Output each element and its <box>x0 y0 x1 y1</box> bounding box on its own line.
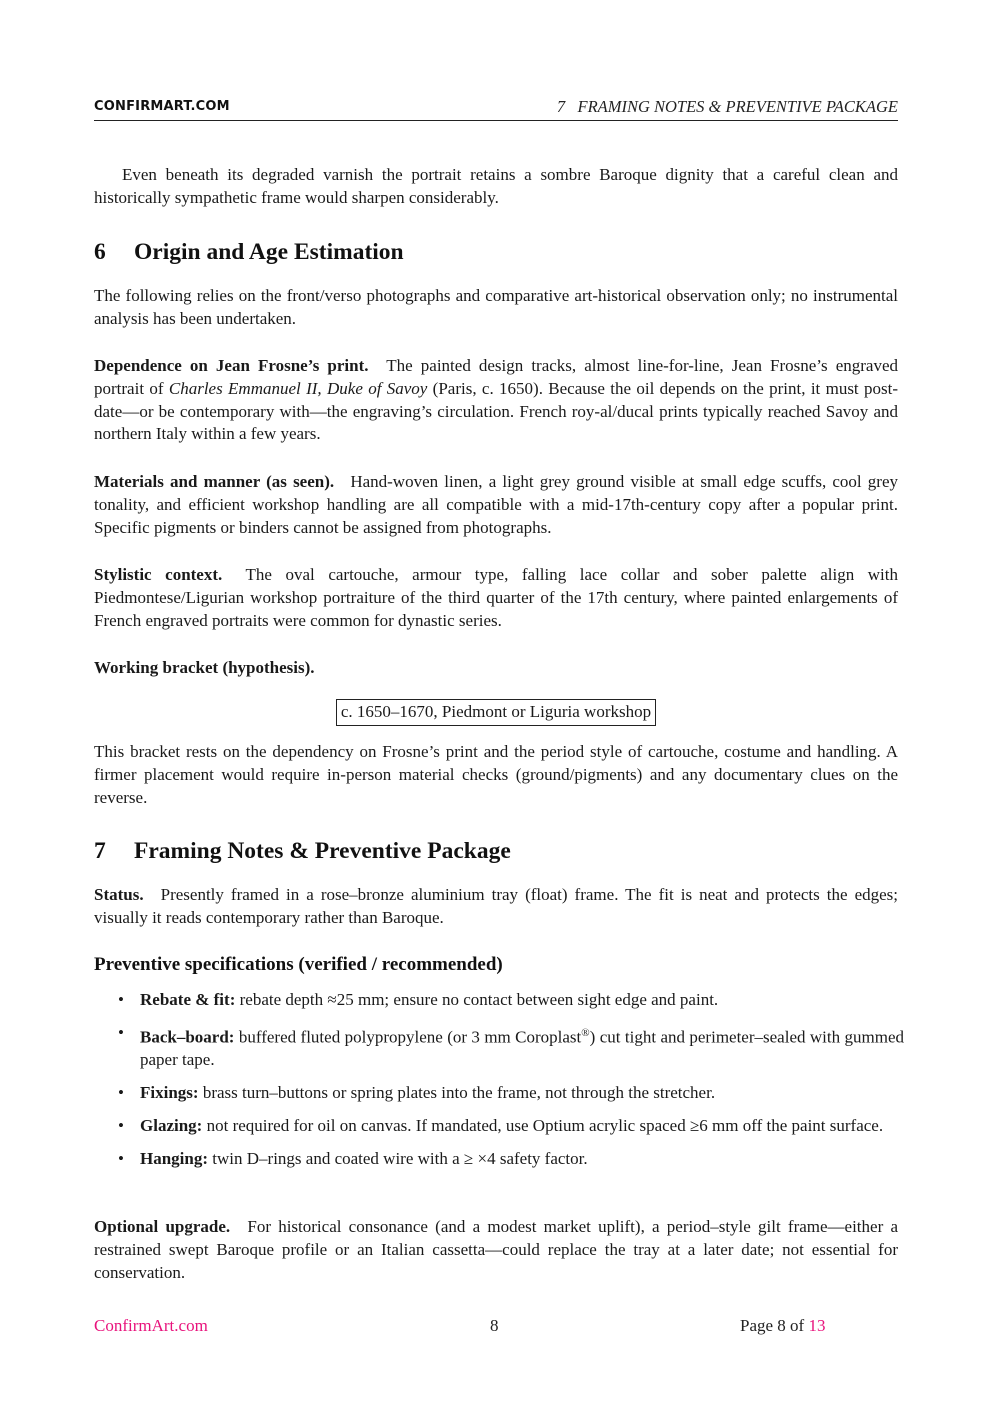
stylistic-label: Stylistic context. <box>94 565 223 584</box>
section-6-lead-text: The following relies on the front/verso photographs and comparative art-historical observation only; no instrumental analysis has been undertaken. <box>94 286 898 328</box>
spec-label: Hanging: <box>140 1148 209 1168</box>
section-7-number: 7 <box>94 838 106 864</box>
section-6-closing-text: This bracket rests on the dependency on Frosne’s print and the period style of cartouche, costume and handling. A firmer placement would require in-person material checks (ground/pigments) and any documentary clues on the reverse. <box>94 742 898 807</box>
upgrade-label: Optional upgrade. <box>94 1217 231 1236</box>
section-7-heading <box>94 838 511 865</box>
intro-paragraph <box>94 164 898 210</box>
spec-label: Glazing: <box>140 1115 203 1135</box>
list-item <box>94 1082 904 1105</box>
bullet-icon: • <box>118 1115 124 1135</box>
bullet-icon: • <box>118 1083 124 1103</box>
bullet-icon: • <box>118 990 124 1009</box>
section-7-title: Framing Notes & Preventive Package <box>134 838 511 864</box>
stylistic-text: The oval cartouche, armour type, falling lace collar and sober palette align with Piedmontese/Ligurian workshop portraiture of the third quarter of the 17th century, where painted enlargements of French engraved portraits were common for dynastic series. <box>94 565 898 630</box>
footer-page-of <box>740 1316 825 1336</box>
footer-total-pages-link[interactable]: 13 <box>808 1316 826 1335</box>
running-header <box>94 96 898 121</box>
spec-label: Back–board: <box>140 1027 235 1047</box>
list-item <box>94 1115 904 1138</box>
section-6-closing <box>94 741 898 809</box>
section-6-number: 6 <box>94 239 106 265</box>
spec-text-cont: ) cut tight and perimeter–sealed with gummed paper tape. <box>140 1027 905 1070</box>
dependence-label: Dependence on Jean Frosne’s print. <box>94 356 369 375</box>
bullet-icon: • <box>118 1022 124 1042</box>
bracket-box-wrap <box>94 699 898 726</box>
preventive-specs-list <box>94 989 904 1180</box>
spec-text: buffered fluted polypropylene (or 3 mm Coroplast <box>238 1027 582 1047</box>
header-site-name: CONFIRMART.COM <box>94 99 230 114</box>
list-item <box>94 989 904 1012</box>
footer-page-of-prefix: Page 8 of <box>740 1316 809 1335</box>
materials-text: Hand-woven linen, a light grey ground visible at small edge scuffs, cool grey tonality, and efficient workshop handling are all compatible with a mid-17th-century copy after a popular print. Specific pigments or binders cannot be assigned from photographs. <box>94 472 899 537</box>
status-text: Presently framed in a rose–bronze aluminium tray (float) frame. The fit is neat and protects the edges; visually it reads contemporary rather than Baroque. <box>94 885 899 927</box>
bullet-icon: • <box>118 1148 124 1168</box>
spec-text: not required for oil on canvas. If mandated, use Optium acrylic spaced ≥6 mm off the paint surface. <box>206 1115 884 1135</box>
materials-paragraph <box>94 471 898 539</box>
footer-site-link[interactable]: ConfirmArt.com <box>94 1316 208 1335</box>
bracket-value-box: c. 1650–1670, Piedmont or Liguria workshop <box>336 699 656 726</box>
footer-page-number: 8 <box>490 1316 499 1335</box>
spec-label: Fixings: <box>140 1083 199 1103</box>
dependence-text-b: (Paris, c. 1650). Because the oil depends on the print, it must post-date—or be contemporary with—the engraving’s circulation. French roy-al/ducal prints typically reached Savoy and northern Italy within a few years. <box>94 378 898 444</box>
spec-text: brass turn–buttons or spring plates into the frame, not through the stretcher. <box>202 1083 716 1103</box>
section-6-heading <box>94 239 404 266</box>
materials-label: Materials and manner (as seen). <box>94 472 335 491</box>
bracket-label: Working bracket (hypothesis). <box>94 658 315 677</box>
status-paragraph <box>94 884 898 930</box>
dependence-title-italic: Charles Emmanuel II, Duke of Savoy <box>168 378 428 398</box>
section-6-title: Origin and Age Estimation <box>134 239 404 265</box>
spec-text: twin D–rings and coated wire with a ≥ ×4 safety factor. <box>212 1148 588 1168</box>
dependence-text-a: The painted design tracks, almost line-for-line, Jean Frosne’s engraved portrait of <box>94 356 898 398</box>
list-item <box>94 1022 904 1072</box>
upgrade-paragraph <box>94 1216 898 1284</box>
dependence-paragraph <box>94 355 898 446</box>
header-running-title: 7 FRAMING NOTES & PREVENTIVE PACKAGE <box>556 97 898 116</box>
bracket-label-paragraph <box>94 657 898 680</box>
section-6-lead <box>94 285 898 331</box>
intro-text: Even beneath its degraded varnish the portrait retains a sombre Baroque dignity that a careful clean and historically sympathetic frame would sharpen considerably. <box>94 165 898 207</box>
spec-label: Rebate & fit: <box>140 990 236 1009</box>
registered-mark: ® <box>581 1026 590 1039</box>
upgrade-text: For historical consonance (and a modest market uplift), a period–style gilt frame—either a restrained swept Baroque profile or an Italian cassetta—could replace the tray at a later date; not essential for conservation. <box>94 1217 898 1282</box>
stylistic-paragraph <box>94 564 898 632</box>
preventive-specs-heading: Preventive specifications (verified / recommended) <box>94 954 503 975</box>
status-label: Status. <box>94 885 144 904</box>
list-item <box>94 1148 904 1171</box>
spec-text: rebate depth ≈25 mm; ensure no contact between sight edge and paint. <box>239 990 719 1009</box>
